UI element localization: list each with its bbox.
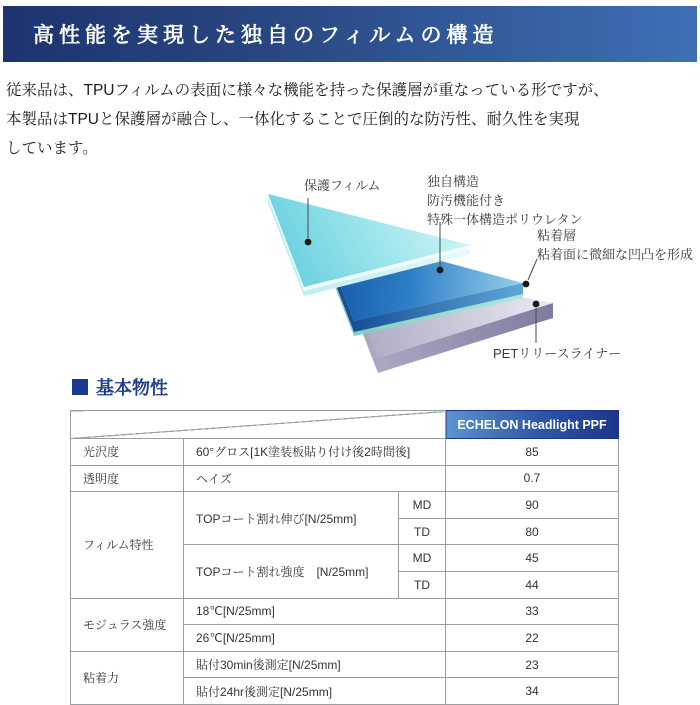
cell-test: ヘイズ (184, 465, 446, 492)
page-title: 高性能を実現した独自のフィルムの構造 (33, 23, 499, 47)
section-title-text: 基本物性 (96, 378, 168, 398)
cell-test: 18℃[N/25mm] (184, 598, 446, 625)
section-title-basic-properties (72, 374, 168, 400)
cell-value: 44 (446, 571, 619, 598)
table-row-modulus-18 (71, 598, 619, 625)
table-row-elongation-md (71, 492, 619, 519)
cell-value: 45 (446, 545, 619, 572)
cell-value: 33 (446, 598, 619, 625)
cell-direction: MD (399, 492, 446, 519)
cell-value: 22 (446, 625, 619, 652)
film-structure-diagram (240, 170, 700, 375)
cell-direction: TD (399, 571, 446, 598)
dot-protective-film (305, 239, 312, 246)
basic-properties-table (70, 410, 619, 705)
table-row-haze (71, 465, 619, 492)
page-title-bar (3, 6, 697, 62)
table-corner-diagonal-cell (71, 411, 446, 439)
intro-line-3: しています。 (6, 140, 98, 157)
intro-line-1: 従来品は、TPUフィルムの表面に様々な機能を持った保護層が重なっている形ですが、 (6, 82, 609, 99)
cell-value: 85 (446, 439, 619, 466)
cell-direction: TD (399, 518, 446, 545)
label-unique-structure: 独自構造 防汚機能付き 特殊一体構造ポリウレタン (427, 174, 583, 227)
cell-value: 0.7 (446, 465, 619, 492)
label-pet-liner: PETリリースライナー (493, 346, 622, 361)
cell-test: TOPコート割れ強度 [N/25mm] (184, 545, 399, 598)
cell-category: 光沢度 (71, 439, 184, 466)
cell-value: 34 (446, 678, 619, 705)
intro-paragraph (6, 76, 696, 163)
dot-pet (533, 301, 540, 308)
intro-line-2: 本製品はTPUと保護層が融合し、一体化することで圧倒的な防汚性、耐久性を実現 (6, 111, 580, 128)
label-protective-film: 保護フィルム (304, 178, 381, 193)
cell-value: 90 (446, 492, 619, 519)
table-row-adhesion-30min (71, 651, 619, 678)
table-row-gloss (71, 439, 619, 466)
cell-category: フィルム特性 (71, 492, 184, 598)
cell-test: 26℃[N/25mm] (184, 625, 446, 652)
cell-category: 粘着力 (71, 651, 184, 704)
cell-test: 60°グロス[1K塗装板貼り付け後2時間後] (184, 439, 446, 466)
product-column-header: ECHELON Headlight PPF (446, 411, 619, 439)
blue-square-bullet-icon (72, 379, 88, 395)
cell-category: モジュラス強度 (71, 598, 184, 651)
cell-test: 貼付24hr後測定[N/25mm] (184, 678, 446, 705)
cell-direction: MD (399, 545, 446, 572)
cell-test: TOPコート割れ伸び[N/25mm] (184, 492, 399, 545)
cell-category: 透明度 (71, 465, 184, 492)
label-adhesive-layer: 粘着層 粘着面に微細な凹凸を形成 (537, 228, 694, 262)
cell-value: 80 (446, 518, 619, 545)
dot-adhesive (523, 281, 530, 288)
table-header-row (71, 411, 619, 439)
leader-adhesive (528, 259, 537, 280)
cell-value: 23 (446, 651, 619, 678)
dot-structure (437, 267, 444, 274)
cell-test: 貼付30min後測定[N/25mm] (184, 651, 446, 678)
